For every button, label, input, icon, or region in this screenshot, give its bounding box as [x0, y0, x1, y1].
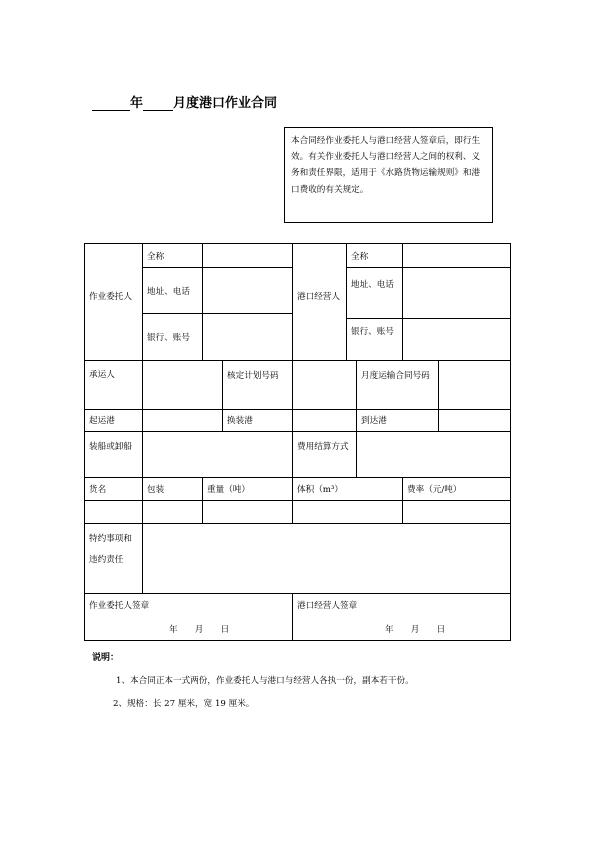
notes-heading: 说明：: [92, 653, 120, 663]
client-signature-date: 年 月 日: [169, 625, 230, 635]
month-blank[interactable]: [143, 96, 173, 111]
note-item-1: 1、本合同正本一式两份，作业委托人与港口与经营人各执一份，副本若干份。: [116, 676, 414, 686]
settlement-label: 费用结算方式: [297, 442, 349, 452]
arrival-port-label: 到达港: [361, 416, 387, 426]
note-item-2: 2、规格：长 27 厘米，宽 19 厘米。: [113, 699, 255, 709]
operator-address-label: 地址、电话: [351, 280, 394, 290]
carrier-label: 承运人: [89, 370, 115, 380]
departure-port-label: 起运港: [89, 416, 115, 426]
transfer-port-label: 换装港: [227, 416, 253, 426]
rate-header: 费率（元/吨）: [407, 485, 462, 495]
client-label: 作业委托人: [89, 292, 132, 302]
effect-notice: 本合同经作业委托人与港口经营人签章后，即行生效。有关作业委托人与港口经营人之间的权利、义务和责任界限，适用于《水路货物运输规则》和港口费收的有关规定。: [284, 127, 493, 223]
plan-number-label: 核定计划号码: [227, 371, 279, 381]
volume-header: 体积（m³）: [297, 485, 343, 495]
operator-label: 港口经营人: [297, 292, 340, 302]
operator-bank-label: 银行、账号: [351, 327, 394, 337]
operator-signature-date: 年 月 日: [385, 625, 446, 635]
loading-unloading-label: 装船或卸船: [89, 442, 132, 452]
year-blank[interactable]: [92, 96, 130, 111]
monthly-contract-no-label: 月度运输合同号码: [361, 371, 430, 381]
special-terms-label: 特约事项和违约责任: [89, 534, 132, 565]
operator-signature-label: 港口经营人签章: [297, 601, 358, 611]
packing-header: 包装: [147, 485, 165, 495]
operator-full-name-label: 全称: [351, 252, 369, 262]
client-bank-label: 银行、账号: [147, 333, 190, 343]
weight-header: 重量（吨）: [207, 485, 250, 495]
client-signature-label: 作业委托人签章: [89, 601, 150, 611]
contract-title: 年 月度港口作业合同: [92, 92, 277, 111]
goods-name-header: 货名: [89, 485, 107, 495]
client-full-name-label: 全称: [147, 252, 165, 262]
client-address-label: 地址、电话: [147, 287, 190, 297]
